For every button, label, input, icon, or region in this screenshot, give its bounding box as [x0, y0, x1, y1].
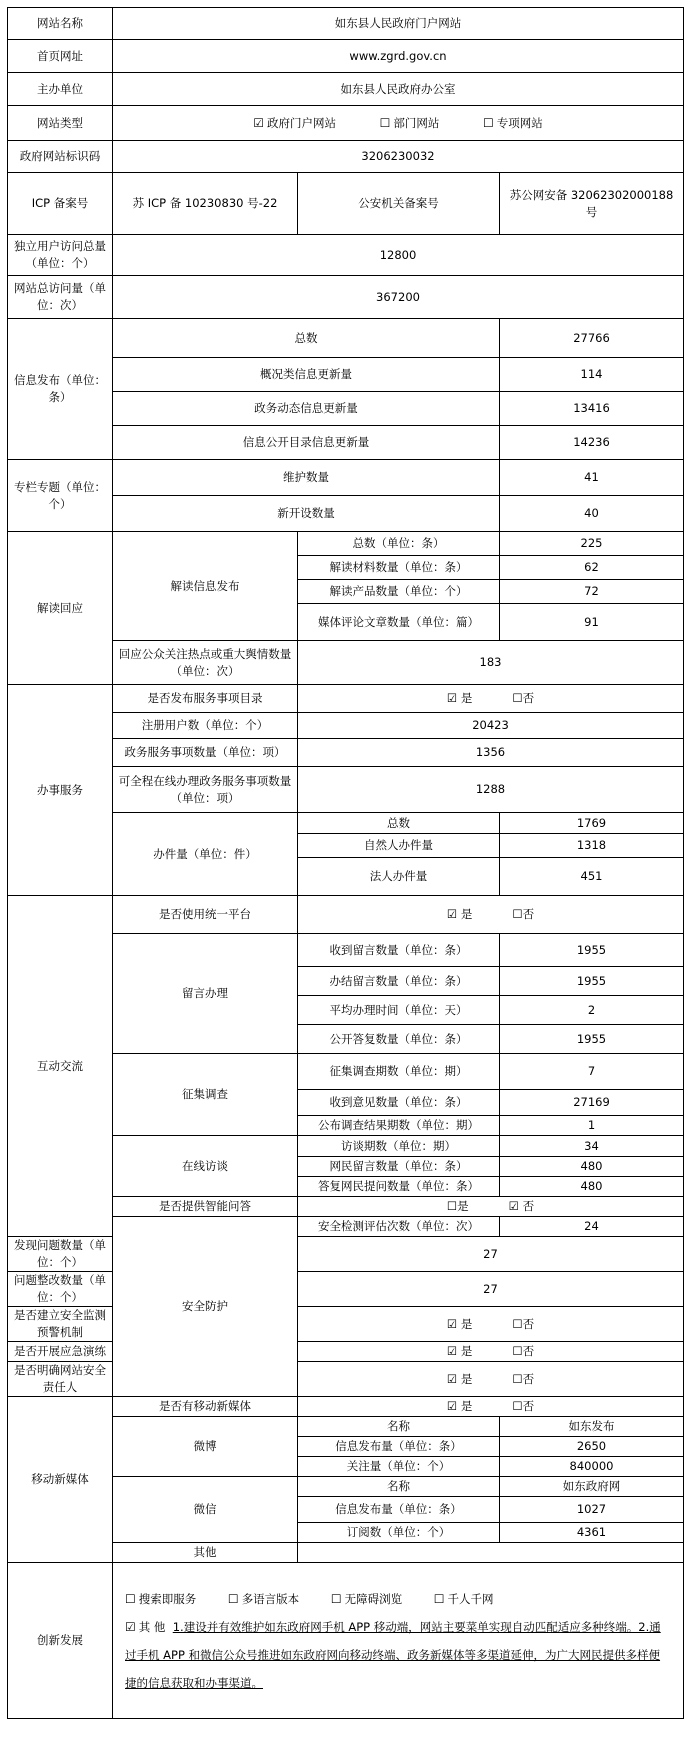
type-option-special	[483, 115, 543, 132]
media-has-label: 是否有移动新媒体	[113, 1397, 298, 1417]
survey-row-value: 1	[500, 1116, 684, 1136]
check-no: ☐否	[512, 1371, 535, 1386]
security-count-label: 发现问题数量（单位：个）	[8, 1237, 113, 1272]
info-row-label: 概况类信息更新量	[113, 358, 500, 392]
check-yes: ☑ 是	[446, 1316, 473, 1331]
info-row-value: 13416	[500, 392, 684, 426]
checkbox-unchecked-icon: ☐	[433, 1591, 445, 1606]
talk-row-label: 答复网民提问数量（单位：条）	[298, 1177, 500, 1197]
media-no: ☐否	[512, 1399, 535, 1413]
icp-label: ICP 备案号	[8, 173, 113, 235]
site-name: 如东县人民政府门户网站	[113, 8, 684, 40]
survey-row-value: 7	[500, 1054, 684, 1090]
site-type-label: 网站类型	[8, 106, 113, 141]
checkbox-unchecked-icon: ☐	[125, 1591, 136, 1606]
talk-label: 在线访谈	[113, 1136, 298, 1197]
weibo-label: 微博	[113, 1417, 298, 1477]
survey-row-label: 公布调查结果期数（单位：期）	[298, 1116, 500, 1136]
interpret-row-value: 225	[500, 532, 684, 556]
wechat-row-label: 订阅数（单位：个）	[298, 1523, 500, 1543]
wechat-label: 微信	[113, 1477, 298, 1543]
talk-row-value: 480	[500, 1177, 684, 1197]
info-row-label: 政务动态信息更新量	[113, 392, 500, 426]
talk-row-value: 480	[500, 1157, 684, 1177]
msg-row-value: 1955	[500, 967, 684, 996]
columns-section-label: 专栏专题（单位：个）	[8, 460, 113, 532]
checkbox-unchecked-icon: ☐	[483, 115, 494, 130]
checkbox-unchecked-icon: ☐	[379, 115, 391, 130]
msg-row-label: 公开答复数量（单位：条）	[298, 1025, 500, 1054]
checkbox-checked-icon: ☑	[125, 1619, 136, 1634]
innovation-option-label: 搜索即服务	[138, 1591, 197, 1606]
response-label: 回应公众关注热点或重大舆情数量（单位：次）	[113, 641, 298, 685]
info-row-value: 114	[500, 358, 684, 392]
interpret-section-label: 解读回应	[8, 532, 113, 685]
talk-row-value: 34	[500, 1136, 684, 1157]
interpret-row-value: 91	[500, 604, 684, 641]
innovation-options	[125, 1585, 671, 1613]
weibo-row-value: 如东发布	[500, 1417, 684, 1437]
checkbox-unchecked-icon: ☐	[330, 1591, 342, 1606]
wechat-row-value: 如东政府网	[500, 1477, 684, 1497]
catalog-yes: ☑ 是	[446, 691, 473, 705]
police-label: 公安机关备案号	[298, 173, 500, 235]
website-annual-report-table	[7, 7, 684, 1719]
weibo-row-label: 名称	[298, 1417, 500, 1437]
innovation-option	[434, 1585, 494, 1613]
cases-label: 办件量（单位：件）	[113, 813, 298, 896]
cases-row-value: 451	[500, 858, 684, 896]
security-count-label: 问题整改数量（单位：个）	[8, 1272, 113, 1307]
security-check-label: 是否明确网站安全责任人	[8, 1362, 113, 1397]
check-yes: ☑ 是	[446, 1371, 473, 1386]
media-yes: ☑ 是	[446, 1399, 473, 1413]
columns-row-label: 新开设数量	[113, 496, 500, 532]
msg-row-value: 2	[500, 996, 684, 1025]
interpret-row-value: 62	[500, 556, 684, 580]
wechat-row-value: 1027	[500, 1497, 684, 1523]
security-check-options	[298, 1307, 684, 1342]
msg-row-label: 收到留言数量（单位：条）	[298, 934, 500, 967]
info-section-label: 信息发布（单位：条）	[8, 319, 113, 460]
site-type-options	[113, 106, 684, 141]
site-url: www.zgrd.gov.cn	[113, 40, 684, 73]
security-section-label: 安全防护	[113, 1217, 298, 1397]
checkbox-unchecked-icon: ☐	[227, 1591, 239, 1606]
innovation-option	[228, 1585, 299, 1613]
interpret-row-label: 解读产品数量（单位：个）	[298, 580, 500, 604]
report-container	[7, 7, 684, 1719]
info-row-value: 27766	[500, 319, 684, 358]
site-id-label: 政府网站标识码	[8, 141, 113, 173]
online-value: 1288	[298, 767, 684, 813]
wechat-row-value: 4361	[500, 1523, 684, 1543]
security-check-options	[298, 1362, 684, 1397]
talk-row-label: 网民留言数量（单位：条）	[298, 1157, 500, 1177]
service-section-label: 办事服务	[8, 685, 113, 896]
pv-value: 367200	[113, 276, 684, 319]
media-other-value	[298, 1543, 684, 1563]
security-check-options	[298, 1342, 684, 1362]
innovation-option-label: 千人千网	[447, 1591, 494, 1606]
interpret-row-label: 总数（单位：条）	[298, 532, 500, 556]
security-check-label: 是否建立安全监测预警机制	[8, 1307, 113, 1342]
items-label: 政务服务事项数量（单位：项）	[113, 739, 298, 767]
innovation-option-label: 多语言版本	[241, 1591, 300, 1606]
interpret-row-label: 媒体评论文章数量（单位：篇）	[298, 604, 500, 641]
cases-row-value: 1318	[500, 834, 684, 858]
weibo-row-value: 840000	[500, 1457, 684, 1477]
security-check-label: 是否开展应急演练	[8, 1342, 113, 1362]
weibo-row-label: 信息发布量（单位：条）	[298, 1437, 500, 1457]
qa-yes: ☐是	[446, 1199, 469, 1213]
interpret-sub-label: 解读信息发布	[113, 532, 298, 641]
check-no: ☐否	[512, 1316, 535, 1331]
type-option-portal	[253, 115, 336, 132]
users-label: 注册用户数（单位：个）	[113, 713, 298, 739]
cases-row-label: 总数	[298, 813, 500, 834]
survey-row-value: 27169	[500, 1090, 684, 1116]
site-org-label: 主办单位	[8, 73, 113, 106]
catalog-label: 是否发布服务事项目录	[113, 685, 298, 713]
catalog-options	[298, 685, 684, 713]
uv-label: 独立用户访问总量（单位：个）	[8, 235, 113, 276]
wechat-row-label: 信息发布量（单位：条）	[298, 1497, 500, 1523]
site-url-label: 首页网址	[8, 40, 113, 73]
platform-label: 是否使用统一平台	[113, 896, 298, 934]
security-count-value: 27	[298, 1237, 684, 1272]
type-option-label: 部门网站	[393, 115, 440, 130]
security-count-value: 24	[500, 1217, 684, 1237]
msg-row-value: 1955	[500, 1025, 684, 1054]
innovation-option	[331, 1585, 402, 1613]
survey-label: 征集调查	[113, 1054, 298, 1136]
innovation-other-label: 其 他	[138, 1619, 166, 1634]
items-value: 1356	[298, 739, 684, 767]
type-option-label: 专项网站	[496, 115, 543, 130]
qa-label: 是否提供智能问答	[113, 1197, 298, 1217]
security-count-value: 27	[298, 1272, 684, 1307]
qa-options	[298, 1197, 684, 1217]
info-row-value: 14236	[500, 426, 684, 460]
msg-label: 留言办理	[113, 934, 298, 1054]
site-name-label: 网站名称	[8, 8, 113, 40]
cases-row-value: 1769	[500, 813, 684, 834]
innovation-option	[125, 1585, 196, 1613]
site-id: 3206230032	[113, 141, 684, 173]
platform-yes: ☑ 是	[446, 907, 473, 921]
media-other-label: 其他	[113, 1543, 298, 1563]
type-option-label: 政府门户网站	[266, 115, 336, 130]
police-value: 苏公网安备 32062302000188 号	[500, 173, 684, 235]
msg-row-label: 平均办理时间（单位：天）	[298, 996, 500, 1025]
uv-value: 12800	[113, 235, 684, 276]
weibo-row-label: 关注量（单位：个）	[298, 1457, 500, 1477]
columns-row-value: 41	[500, 460, 684, 496]
columns-row-value: 40	[500, 496, 684, 532]
msg-row-label: 办结留言数量（单位：条）	[298, 967, 500, 996]
qa-no: ☑ 否	[508, 1199, 535, 1213]
survey-row-label: 征集调查期数（单位：期）	[298, 1054, 500, 1090]
wechat-row-label: 名称	[298, 1477, 500, 1497]
interact-section-label: 互动交流	[8, 896, 113, 1237]
check-no: ☐否	[512, 1344, 535, 1358]
response-value: 183	[298, 641, 684, 685]
icp-value: 苏 ICP 备 10230830 号-22	[113, 173, 298, 235]
interpret-row-label: 解读材料数量（单位：条）	[298, 556, 500, 580]
platform-no: ☐否	[512, 907, 535, 921]
media-has-options	[298, 1397, 684, 1417]
checkbox-checked-icon: ☑	[253, 115, 264, 130]
pv-label: 网站总访问量（单位：次）	[8, 276, 113, 319]
security-count-label: 安全检测评估次数（单位：次）	[298, 1217, 500, 1237]
users-value: 20423	[298, 713, 684, 739]
cases-row-label: 法人办件量	[298, 858, 500, 896]
columns-row-label: 维护数量	[113, 460, 500, 496]
innovation-other-text: 1.建设并有效维护如东政府网手机 APP 移动端，网站主要菜单实现自动匹配适应多种终端。2.通过手机 APP 和微信公众号推进如东政府网向移动终端、政务新媒体等多渠道延伸，为广大网民提供多样便捷的信息获取和办事渠道。	[125, 1619, 661, 1690]
survey-row-label: 收到意见数量（单位：条）	[298, 1090, 500, 1116]
type-option-department	[380, 115, 440, 132]
online-label: 可全程在线办理政务服务事项数量（单位：项）	[113, 767, 298, 813]
media-section-label: 移动新媒体	[8, 1397, 113, 1563]
cases-row-label: 自然人办件量	[298, 834, 500, 858]
info-row-label: 总数	[113, 319, 500, 358]
platform-options	[298, 896, 684, 934]
innovation-option-label: 无障碍浏览	[344, 1591, 403, 1606]
site-org: 如东县人民政府办公室	[113, 73, 684, 106]
info-row-label: 信息公开目录信息更新量	[113, 426, 500, 460]
check-yes: ☑ 是	[446, 1344, 473, 1358]
interpret-row-value: 72	[500, 580, 684, 604]
innovation-other	[125, 1613, 671, 1697]
msg-row-value: 1955	[500, 934, 684, 967]
innovation-content	[113, 1563, 684, 1719]
catalog-no: ☐否	[512, 691, 535, 705]
innovation-section-label: 创新发展	[8, 1563, 113, 1719]
talk-row-label: 访谈期数（单位：期）	[298, 1136, 500, 1157]
weibo-row-value: 2650	[500, 1437, 684, 1457]
